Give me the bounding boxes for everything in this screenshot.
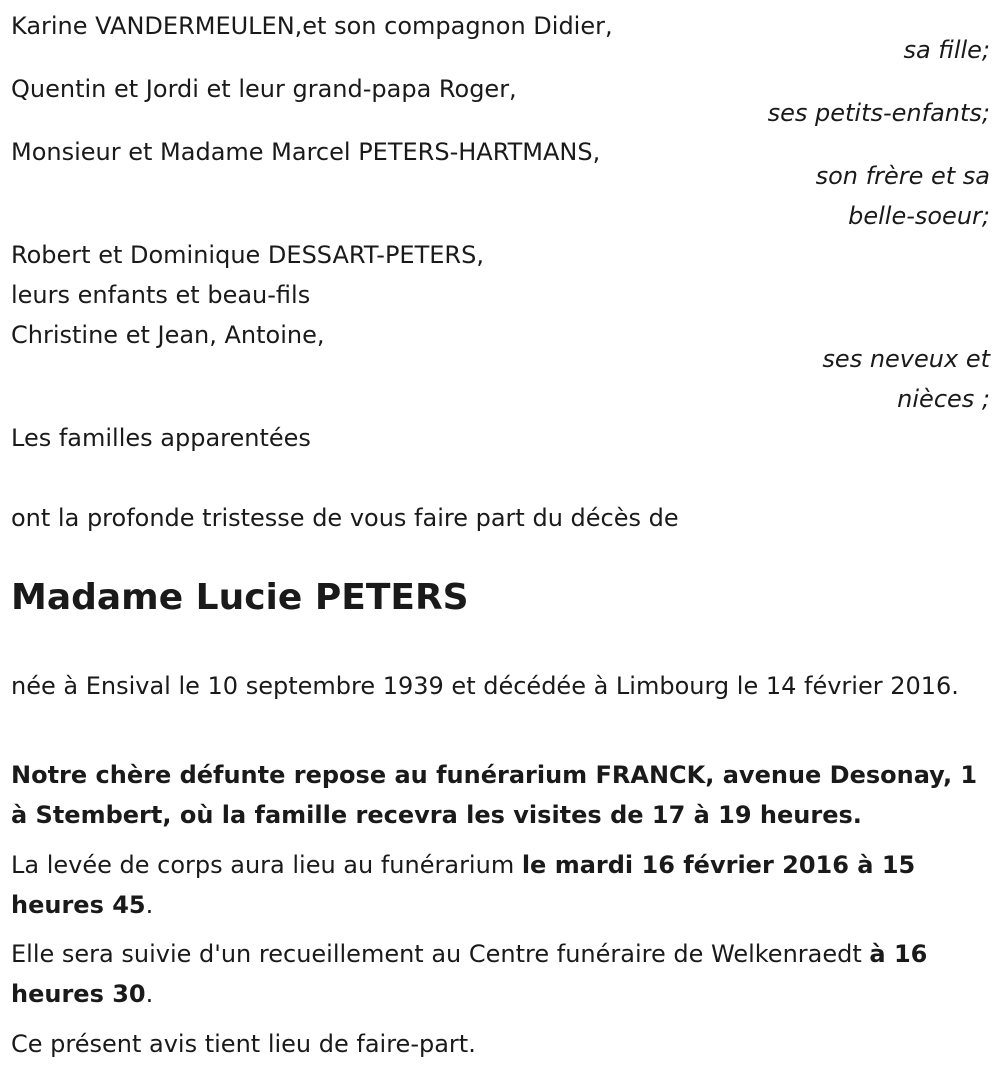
recueillement-time: à 16 heures 30 [11, 940, 928, 1008]
funeral-home-info: Notre chère défunte repose au funérarium FRANCK, avenue Desonay, 1 à Stembert, où la famille recevra les visites de 17 à 19 heures. [11, 761, 978, 829]
family-line-nephews-children: leurs enfants et beau-fils [11, 281, 311, 309]
family-line-nephews-names: Christine et Jean, Antoine, [11, 321, 325, 349]
levee-info [11, 845, 991, 925]
announcement: ont la profonde tristesse de vous faire part du décès de [11, 504, 679, 532]
recueillement-text: Elle sera suivie d'un recueillement au Centre funéraire de Welkenraedt [11, 940, 870, 968]
family-line-nephews-parents: Robert et Dominique DESSART-PETERS, [11, 241, 484, 269]
relation-grandchildren: ses petits-enfants; [767, 99, 990, 127]
levee-end: . [145, 891, 154, 919]
family-line-related: Les familles apparentées [11, 424, 311, 452]
relation-brother-1: son frère et sa [815, 162, 990, 190]
family-line-brother: Monsieur et Madame Marcel PETERS-HARTMANS, [11, 138, 601, 166]
birth-death-info: née à Ensival le 10 septembre 1939 et décédée à Limbourg le 14 février 2016. [11, 672, 959, 700]
family-line-grandchildren: Quentin et Jordi et leur grand-papa Roger, [11, 75, 517, 103]
relation-brother-2: belle-soeur; [848, 202, 990, 230]
family-line-daughter: Karine VANDERMEULEN,et son compagnon Didier, [11, 12, 613, 40]
relation-daughter: sa fille; [903, 36, 990, 64]
closing-note: Ce présent avis tient lieu de faire-part. [11, 1030, 476, 1058]
recueillement-info [11, 934, 991, 1014]
recueillement-end: . [145, 980, 154, 1008]
levee-date: le mardi 16 février 2016 à 15 heures 45 [11, 851, 916, 919]
relation-nephews-2: nièces ; [897, 385, 990, 413]
relation-nephews-1: ses neveux et [822, 345, 990, 373]
levee-text: La levée de corps aura lieu au funérarium [11, 851, 522, 879]
deceased-name: Madame Lucie PETERS [11, 577, 469, 618]
